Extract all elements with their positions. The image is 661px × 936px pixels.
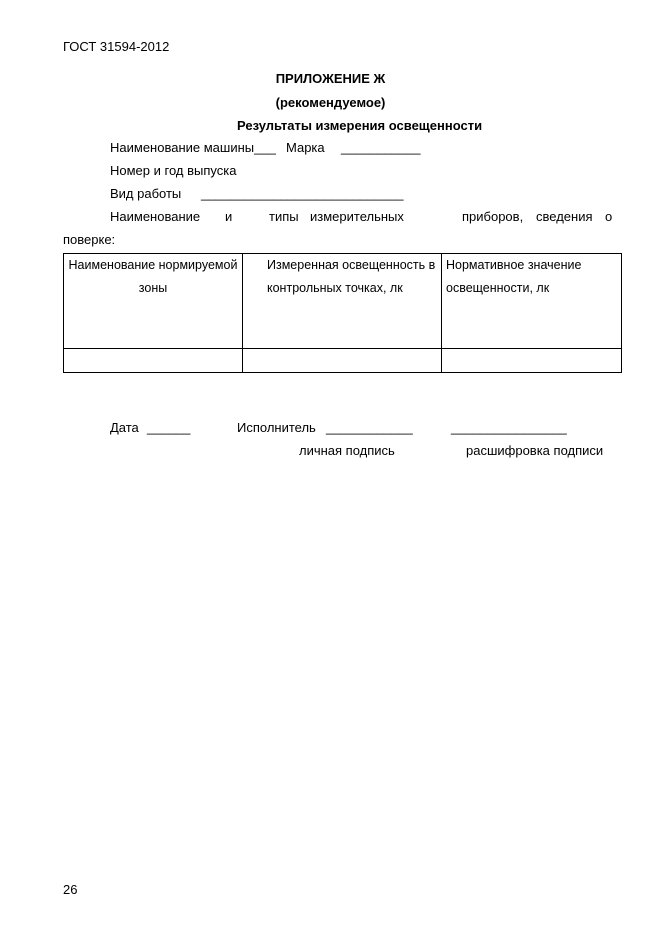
brand-blank: ___________ <box>341 140 421 155</box>
decode-blank: ________________ <box>451 420 567 435</box>
table-cell <box>64 349 243 373</box>
results-table <box>63 253 622 373</box>
appendix-heading: Результаты измерения освещенности <box>237 118 483 133</box>
appendix-status: (рекомендуемое) <box>275 95 386 110</box>
work-type-label: Вид работы <box>110 186 182 201</box>
header-normative-value: Нормативное значение освещенности, лк <box>442 254 622 349</box>
table-row <box>64 349 622 373</box>
header-zone-name: Наименование нормируемой зоны <box>64 254 243 349</box>
date-blank: ______ <box>147 420 191 435</box>
table-cell <box>442 349 622 373</box>
instruments-word: сведения <box>536 209 593 224</box>
instruments-continuation: поверке: <box>63 232 116 247</box>
work-type-blank: ____________________________ <box>201 186 404 201</box>
appendix-title: ПРИЛОЖЕНИЕ Ж <box>275 71 386 86</box>
number-year-label: Номер и год выпуска <box>110 163 237 178</box>
instruments-word: и <box>225 209 233 224</box>
instruments-word: типы <box>269 209 299 224</box>
instruments-word: Наименование <box>110 209 201 224</box>
executor-label: Исполнитель <box>237 420 316 435</box>
instruments-word: приборов, <box>462 209 524 224</box>
instruments-word: о <box>605 209 613 224</box>
page-number: 26 <box>63 882 78 897</box>
instruments-word: измерительных <box>310 209 404 224</box>
personal-signature-caption: личная подпись <box>299 443 395 458</box>
signature-decode-caption: расшифровка подписи <box>466 443 604 458</box>
table-header-row <box>64 254 622 349</box>
brand-label: Марка <box>286 140 325 155</box>
executor-blank: ____________ <box>326 420 413 435</box>
machine-name-label: Наименование машины___ <box>110 140 276 155</box>
header-measured-illuminance: Измеренная освещенность в контрольных точках, лк <box>243 254 442 349</box>
document-code: ГОСТ 31594-2012 <box>63 39 170 54</box>
table-cell <box>243 349 442 373</box>
date-label: Дата <box>110 420 139 435</box>
